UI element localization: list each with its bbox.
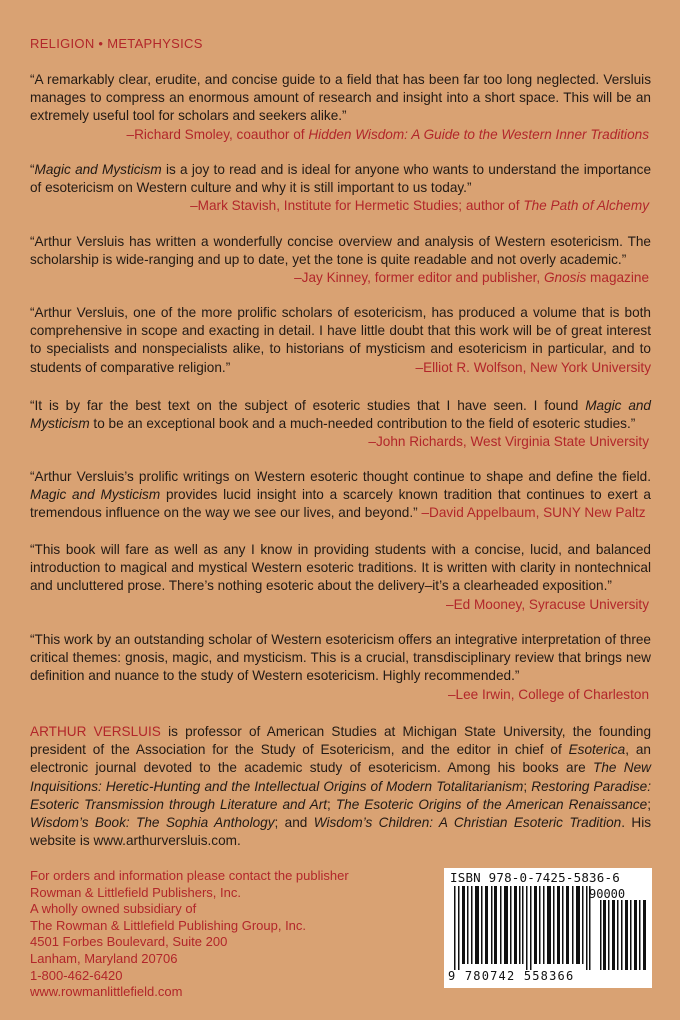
blurb-text: “It is by far the best text on the subject of esoteric studies that I have seen. I found Magic and Mysticism to be an exceptional book and a much-needed contribution to the field of esoteric studies.”: [30, 398, 651, 432]
publisher-line: 1-800-462-6420: [30, 967, 123, 983]
blurb-attribution: –Lee Irwin, College of Charleston: [447, 686, 649, 702]
blurb-1: [30, 71, 651, 144]
publisher-line: 4501 Forbes Boulevard, Suite 200: [30, 934, 228, 950]
publisher-line: For orders and information please contact the publisher: [30, 868, 349, 883]
blurb-text: “Magic and Mysticism is a joy to read and is ideal for anyone who wants to understand the importance of esotericism on Western culture and why it is still important to us today.”: [30, 162, 652, 196]
author-name: ARTHUR VERSLUIS: [30, 724, 161, 739]
blurb-attribution: –Ed Mooney, Syracuse University: [446, 596, 649, 612]
blurb-4: [30, 304, 651, 377]
price-code: 90000: [589, 887, 626, 901]
blurb-text: “Arthur Versluis, one of the more prolific scholars of esotericism, has produced a volume that is both comprehensive in scope and exacting in detail. I have little doubt that this work will be of great interest to specialists and nonspecialists alike, to historians of mysticism and esotericism in particular, and to students of comparative religion.” –Elliot R. Wolfson, New York University: [30, 305, 651, 375]
blurb-3: [30, 233, 651, 288]
publisher-info: [30, 868, 349, 1001]
publisher-line: A wholly owned subsidiary of: [30, 901, 197, 917]
author-bio: ARTHUR VERSLUIS is professor of American Studies at Michigan State University, the founding president of the Association for the Study of Esotericism, and the editor in chief of Esoterica, an electronic journal devoted to the academic study of esotericism. Among his books are The New Inquisitions: Heretic-Hunting and the Intellectual Origins of Modern Totalitarianism; Restoring Paradise: Esoteric Transmission through Literature and Art; The Esoteric Origins of the American Renaissance; Wisdom’s Book: The Sophia Anthology; and Wisdom’s Children: A Christian Esoteric Tradition. His website is www.arthurversluis.com.: [30, 724, 652, 849]
blurb-text: “This work by an outstanding scholar of Western esotericism offers an integrative interpretation of three critical themes: gnosis, magic, and mysticism. This is a crucial, transdisciplinary review that brings new definition and nuance to the study of Western esotericism. Highly recommended.”: [30, 632, 651, 684]
publisher-line: The Rowman & Littlefield Publishing Group, Inc.: [30, 917, 307, 933]
blurb-author: John Richards: [375, 434, 463, 450]
blurb-7: [30, 541, 651, 614]
blurb-author: Jay Kinney: [301, 270, 368, 286]
blurb-author: Mark Stavish: [197, 198, 277, 214]
publisher-line: Lanham, Maryland 20706: [30, 950, 178, 966]
publisher-line: Rowman & Littlefield Publishers, Inc.: [30, 884, 241, 900]
publisher-line: www.rowmanlittlefield.com: [30, 984, 183, 1000]
blurb-author: Lee Irwin: [455, 686, 511, 702]
blurb-8: [30, 631, 651, 704]
blurb-text: “Arthur Versluis’s prolific writings on Western esoteric thought continue to shape and define the field. Magic and Mysticism provides lucid insight into a scarcely known tradition that continues to exert a tremendous influence on the way we see our lives, and beyond.” –David Appelbaum, SUNY New Paltz: [30, 469, 651, 521]
category-label: RELIGION • METAPHYSICS: [30, 36, 203, 51]
blurb-2: [30, 161, 651, 216]
isbn-barcode: [444, 868, 652, 988]
blurb-author: David Appelbaum: [429, 505, 536, 521]
isbn-text: ISBN 978-0-7425-5836-6: [450, 870, 620, 885]
blurb-attribution: –Mark Stavish, Institute for Hermetic Studies; author of The Path of Alchemy: [190, 198, 649, 214]
blurb-author: Elliot R. Wolfson: [423, 359, 523, 375]
blurb-attribution: –Jay Kinney, former editor and publisher, Gnosis magazine: [294, 270, 649, 286]
ean-number: 9 780742 558366: [448, 969, 575, 983]
blurb-attribution: –John Richards, West Virginia State University: [368, 434, 649, 450]
blurb-6: [30, 468, 651, 523]
blurb-text: “This book will fare as well as any I know in providing students with a concise, lucid, and balanced introduction to magical and mystical Western esoteric traditions. It is written with clarity in nontechnical and uncluttered prose. There’s nothing esoteric about the delivery–it’s a clearheaded exposition.”: [30, 542, 651, 594]
blurb-text: “A remarkably clear, erudite, and concise guide to a field that has been far too long neglected. Versluis manages to compress an enormous amount of research and insight into a short space. This will be an extremely useful tool for scholars and seekers alike.”: [30, 72, 651, 124]
blurb-author: Richard Smoley: [134, 126, 229, 142]
blurb-5: [30, 397, 651, 452]
blurb-attribution: –Richard Smoley, coauthor of Hidden Wisdom: A Guide to the Western Inner Traditions: [126, 126, 649, 142]
blurb-text: “Arthur Versluis has written a wonderfully concise overview and analysis of Western esotericism. The scholarship is wide-ranging and up to date, yet the tone is quite readable and not overly academic.”: [30, 234, 651, 268]
blurb-author: Ed Mooney: [453, 596, 522, 612]
